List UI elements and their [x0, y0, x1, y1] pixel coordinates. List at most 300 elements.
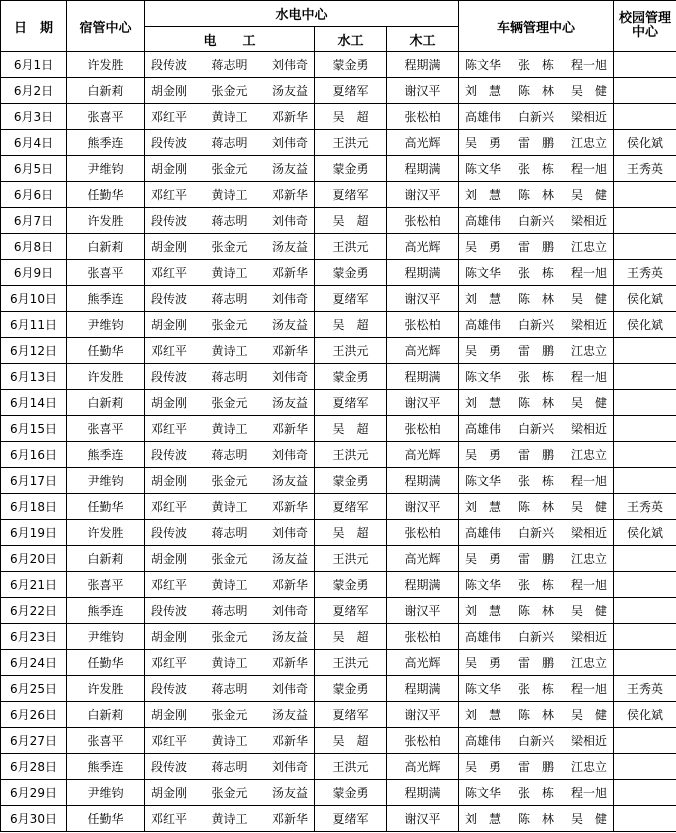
campus-cell: 侯化斌 — [614, 130, 676, 156]
vehicle-cell — [459, 676, 614, 702]
person-name: 江忠立 — [570, 656, 607, 670]
person-name: 段传波 — [151, 58, 188, 72]
electrician-cell — [145, 234, 315, 260]
person-name: 黄诗工 — [211, 344, 248, 358]
person-name: 胡金刚 — [151, 474, 188, 488]
vehicle-cell — [459, 780, 614, 806]
date-cell: 6月18日 — [1, 494, 67, 520]
table-row — [1, 546, 676, 572]
dorm-cell: 尹维钧 — [67, 156, 145, 182]
plumber-cell: 蒙金勇 — [315, 572, 387, 598]
person-name: 梁相近 — [570, 422, 607, 436]
electrician-cell — [145, 52, 315, 78]
campus-cell: 侯化斌 — [614, 312, 676, 338]
person-name: 程一旭 — [570, 786, 607, 800]
electrician-cell — [145, 676, 315, 702]
person-name: 程一旭 — [570, 578, 607, 592]
person-name: 雷 鹏 — [517, 448, 554, 462]
dorm-cell: 白新莉 — [67, 546, 145, 572]
table-row — [1, 286, 676, 312]
table-row — [1, 442, 676, 468]
person-name: 张 栋 — [517, 370, 554, 384]
campus-cell — [614, 104, 676, 130]
electrician-cell — [145, 286, 315, 312]
person-name: 程一旭 — [570, 162, 607, 176]
person-name: 陈文华 — [465, 578, 502, 592]
date-cell: 6月22日 — [1, 598, 67, 624]
date-cell: 6月27日 — [1, 728, 67, 754]
dorm-cell: 白新莉 — [67, 234, 145, 260]
electrician-cell — [145, 104, 315, 130]
person-name: 汤友益 — [271, 552, 308, 566]
person-name: 吴 勇 — [465, 344, 502, 358]
electrician-cell — [145, 754, 315, 780]
person-name: 邓新华 — [271, 500, 308, 514]
carpenter-cell: 谢汉平 — [387, 702, 459, 728]
person-name: 黄诗工 — [211, 266, 248, 280]
plumber-cell: 王洪元 — [315, 650, 387, 676]
carpenter-cell: 张松柏 — [387, 416, 459, 442]
electrician-cell — [145, 780, 315, 806]
campus-cell — [614, 208, 676, 234]
electrician-cell — [145, 130, 315, 156]
person-name: 雷 鹏 — [517, 760, 554, 774]
person-name: 段传波 — [151, 292, 188, 306]
person-name: 蒋志明 — [211, 58, 248, 72]
person-name: 段传波 — [151, 682, 188, 696]
table-row — [1, 494, 676, 520]
person-name: 黄诗工 — [211, 734, 248, 748]
campus-cell — [614, 234, 676, 260]
vehicle-cell — [459, 52, 614, 78]
person-name: 梁相近 — [570, 734, 607, 748]
table-row — [1, 572, 676, 598]
carpenter-cell: 谢汉平 — [387, 182, 459, 208]
campus-cell — [614, 52, 676, 78]
vehicle-cell — [459, 416, 614, 442]
campus-cell — [614, 182, 676, 208]
table-row — [1, 806, 676, 832]
person-name: 段传波 — [151, 214, 188, 228]
plumber-cell: 王洪元 — [315, 546, 387, 572]
person-name: 吴 勇 — [465, 656, 502, 670]
table-row — [1, 104, 676, 130]
table-row — [1, 338, 676, 364]
person-name: 张 栋 — [517, 474, 554, 488]
person-name: 蒋志明 — [211, 136, 248, 150]
date-cell: 6月2日 — [1, 78, 67, 104]
person-name: 雷 鹏 — [517, 344, 554, 358]
carpenter-cell: 高光辉 — [387, 234, 459, 260]
date-cell: 6月4日 — [1, 130, 67, 156]
person-name: 胡金刚 — [151, 552, 188, 566]
dorm-cell: 白新莉 — [67, 390, 145, 416]
dorm-cell: 尹维钧 — [67, 468, 145, 494]
campus-cell: 侯化斌 — [614, 702, 676, 728]
vehicle-cell — [459, 78, 614, 104]
person-name: 张金元 — [211, 396, 248, 410]
person-name: 雷 鹏 — [517, 240, 554, 254]
carpenter-cell: 谢汉平 — [387, 598, 459, 624]
vehicle-cell — [459, 494, 614, 520]
person-name: 雷 鹏 — [517, 552, 554, 566]
date-cell: 6月9日 — [1, 260, 67, 286]
table-row — [1, 312, 676, 338]
vehicle-cell — [459, 208, 614, 234]
vehicle-cell — [459, 364, 614, 390]
vehicle-cell — [459, 260, 614, 286]
table-row — [1, 624, 676, 650]
dorm-cell: 张喜平 — [67, 728, 145, 754]
dorm-cell: 张喜平 — [67, 260, 145, 286]
date-cell: 6月23日 — [1, 624, 67, 650]
person-name: 汤友益 — [271, 786, 308, 800]
person-name: 邓新华 — [271, 110, 308, 124]
person-name: 陈 林 — [517, 396, 554, 410]
vehicle-cell — [459, 286, 614, 312]
person-name: 黄诗工 — [211, 422, 248, 436]
dorm-cell: 许发胜 — [67, 208, 145, 234]
dorm-cell: 任勤华 — [67, 182, 145, 208]
plumber-cell: 王洪元 — [315, 234, 387, 260]
carpenter-cell: 张松柏 — [387, 208, 459, 234]
plumber-cell: 蒙金勇 — [315, 52, 387, 78]
person-name: 高雄伟 — [465, 318, 502, 332]
table-row — [1, 728, 676, 754]
person-name: 张金元 — [211, 84, 248, 98]
electrician-cell — [145, 78, 315, 104]
dorm-cell: 熊季连 — [67, 598, 145, 624]
person-name: 邓新华 — [271, 812, 308, 826]
person-name: 邓新华 — [271, 422, 308, 436]
carpenter-cell: 张松柏 — [387, 728, 459, 754]
date-cell: 6月11日 — [1, 312, 67, 338]
person-name: 胡金刚 — [151, 84, 188, 98]
person-name: 张 栋 — [517, 162, 554, 176]
person-name: 汤友益 — [271, 162, 308, 176]
person-name: 白新兴 — [517, 110, 554, 124]
electrician-cell — [145, 468, 315, 494]
table-row — [1, 52, 676, 78]
person-name: 陈文华 — [465, 58, 502, 72]
person-name: 江忠立 — [570, 136, 607, 150]
dorm-cell: 张喜平 — [67, 104, 145, 130]
campus-cell — [614, 78, 676, 104]
person-name: 蒋志明 — [211, 214, 248, 228]
electrician-cell — [145, 702, 315, 728]
carpenter-cell: 高光辉 — [387, 442, 459, 468]
header-electrician: 电 工 — [145, 27, 315, 52]
plumber-cell: 夏绪军 — [315, 390, 387, 416]
electrician-cell — [145, 598, 315, 624]
person-name: 吴 健 — [570, 812, 607, 826]
person-name: 汤友益 — [271, 84, 308, 98]
person-name: 白新兴 — [517, 318, 554, 332]
plumber-cell: 王洪元 — [315, 338, 387, 364]
electrician-cell — [145, 572, 315, 598]
plumber-cell: 蒙金勇 — [315, 468, 387, 494]
person-name: 陈 林 — [517, 292, 554, 306]
electrician-cell — [145, 546, 315, 572]
person-name: 汤友益 — [271, 240, 308, 254]
person-name: 陈文华 — [465, 266, 502, 280]
person-name: 邓红平 — [151, 578, 188, 592]
person-name: 邓红平 — [151, 266, 188, 280]
dorm-cell: 许发胜 — [67, 52, 145, 78]
person-name: 蒋志明 — [211, 292, 248, 306]
date-cell: 6月28日 — [1, 754, 67, 780]
campus-cell — [614, 754, 676, 780]
header-date: 日 期 — [1, 1, 67, 52]
carpenter-cell: 程期满 — [387, 260, 459, 286]
date-cell: 6月20日 — [1, 546, 67, 572]
electrician-cell — [145, 650, 315, 676]
person-name: 刘 慧 — [465, 500, 502, 514]
vehicle-cell — [459, 650, 614, 676]
person-name: 邓红平 — [151, 656, 188, 670]
date-cell: 6月19日 — [1, 520, 67, 546]
vehicle-cell — [459, 442, 614, 468]
person-name: 刘伟奇 — [271, 448, 308, 462]
carpenter-cell: 高光辉 — [387, 338, 459, 364]
person-name: 张金元 — [211, 630, 248, 644]
electrician-cell — [145, 338, 315, 364]
schedule-body — [1, 52, 676, 832]
campus-cell: 王秀英 — [614, 676, 676, 702]
vehicle-cell — [459, 234, 614, 260]
date-cell: 6月24日 — [1, 650, 67, 676]
dorm-cell: 白新莉 — [67, 702, 145, 728]
person-name: 程一旭 — [570, 58, 607, 72]
vehicle-cell — [459, 520, 614, 546]
person-name: 邓红平 — [151, 188, 188, 202]
vehicle-cell — [459, 598, 614, 624]
header-dorm-center: 宿管中心 — [67, 1, 145, 52]
dorm-cell: 熊季连 — [67, 130, 145, 156]
campus-cell — [614, 650, 676, 676]
person-name: 邓红平 — [151, 812, 188, 826]
plumber-cell: 夏绪军 — [315, 598, 387, 624]
carpenter-cell: 程期满 — [387, 780, 459, 806]
plumber-cell: 蒙金勇 — [315, 676, 387, 702]
electrician-cell — [145, 520, 315, 546]
person-name: 陈 林 — [517, 604, 554, 618]
date-cell: 6月1日 — [1, 52, 67, 78]
person-name: 陈文华 — [465, 474, 502, 488]
person-name: 张 栋 — [517, 578, 554, 592]
plumber-cell: 吴 超 — [315, 728, 387, 754]
person-name: 张 栋 — [517, 786, 554, 800]
person-name: 张金元 — [211, 708, 248, 722]
date-cell: 6月14日 — [1, 390, 67, 416]
date-cell: 6月16日 — [1, 442, 67, 468]
carpenter-cell: 高光辉 — [387, 754, 459, 780]
vehicle-cell — [459, 156, 614, 182]
person-name: 邓新华 — [271, 266, 308, 280]
campus-cell — [614, 728, 676, 754]
person-name: 邓红平 — [151, 110, 188, 124]
carpenter-cell: 谢汉平 — [387, 78, 459, 104]
person-name: 黄诗工 — [211, 656, 248, 670]
person-name: 江忠立 — [570, 240, 607, 254]
campus-cell: 侯化斌 — [614, 520, 676, 546]
carpenter-cell: 谢汉平 — [387, 286, 459, 312]
person-name: 陈文华 — [465, 162, 502, 176]
dorm-cell: 任勤华 — [67, 650, 145, 676]
dorm-cell: 熊季连 — [67, 442, 145, 468]
carpenter-cell: 高光辉 — [387, 130, 459, 156]
date-cell: 6月6日 — [1, 182, 67, 208]
electrician-cell — [145, 494, 315, 520]
dorm-cell: 熊季连 — [67, 286, 145, 312]
carpenter-cell: 程期满 — [387, 676, 459, 702]
person-name: 蒋志明 — [211, 682, 248, 696]
plumber-cell: 吴 超 — [315, 312, 387, 338]
person-name: 陈文华 — [465, 682, 502, 696]
vehicle-cell — [459, 130, 614, 156]
table-row — [1, 780, 676, 806]
person-name: 段传波 — [151, 526, 188, 540]
date-cell: 6月30日 — [1, 806, 67, 832]
table-row — [1, 468, 676, 494]
vehicle-cell — [459, 338, 614, 364]
person-name: 胡金刚 — [151, 396, 188, 410]
person-name: 胡金刚 — [151, 318, 188, 332]
person-name: 汤友益 — [271, 318, 308, 332]
person-name: 张 栋 — [517, 58, 554, 72]
vehicle-cell — [459, 754, 614, 780]
vehicle-cell — [459, 702, 614, 728]
person-name: 张 栋 — [517, 682, 554, 696]
person-name: 邓新华 — [271, 188, 308, 202]
campus-cell — [614, 546, 676, 572]
person-name: 张金元 — [211, 318, 248, 332]
campus-cell — [614, 468, 676, 494]
person-name: 刘伟奇 — [271, 604, 308, 618]
header-campus-line2: 中心 — [631, 25, 658, 40]
plumber-cell: 夏绪军 — [315, 78, 387, 104]
campus-cell — [614, 364, 676, 390]
date-cell: 6月26日 — [1, 702, 67, 728]
header-vehicle-center: 车辆管理中心 — [459, 1, 614, 52]
person-name: 刘伟奇 — [271, 214, 308, 228]
person-name: 陈文华 — [465, 786, 502, 800]
person-name: 汤友益 — [271, 474, 308, 488]
person-name: 高雄伟 — [465, 110, 502, 124]
vehicle-cell — [459, 546, 614, 572]
dorm-cell: 许发胜 — [67, 364, 145, 390]
electrician-cell — [145, 390, 315, 416]
campus-cell: 侯化斌 — [614, 286, 676, 312]
date-cell: 6月7日 — [1, 208, 67, 234]
date-cell: 6月29日 — [1, 780, 67, 806]
carpenter-cell: 高光辉 — [387, 650, 459, 676]
person-name: 蒋志明 — [211, 604, 248, 618]
person-name: 刘 慧 — [465, 708, 502, 722]
person-name: 陈文华 — [465, 370, 502, 384]
campus-cell: 王秀英 — [614, 494, 676, 520]
table-row — [1, 390, 676, 416]
person-name: 程一旭 — [570, 370, 607, 384]
date-cell: 6月3日 — [1, 104, 67, 130]
person-name: 白新兴 — [517, 734, 554, 748]
table-row — [1, 156, 676, 182]
table-row — [1, 754, 676, 780]
header-campus-center — [614, 1, 676, 52]
person-name: 刘 慧 — [465, 396, 502, 410]
person-name: 刘伟奇 — [271, 682, 308, 696]
table-row — [1, 234, 676, 260]
campus-cell — [614, 806, 676, 832]
person-name: 刘伟奇 — [271, 292, 308, 306]
person-name: 吴 勇 — [465, 136, 502, 150]
table-row — [1, 650, 676, 676]
header-campus-line1: 校园管理 — [618, 11, 671, 26]
date-cell: 6月5日 — [1, 156, 67, 182]
dorm-cell: 许发胜 — [67, 520, 145, 546]
person-name: 梁相近 — [570, 630, 607, 644]
carpenter-cell: 张松柏 — [387, 624, 459, 650]
electrician-cell — [145, 624, 315, 650]
person-name: 张金元 — [211, 474, 248, 488]
carpenter-cell: 谢汉平 — [387, 806, 459, 832]
person-name: 刘 慧 — [465, 812, 502, 826]
table-row — [1, 130, 676, 156]
campus-cell — [614, 338, 676, 364]
campus-cell: 王秀英 — [614, 156, 676, 182]
plumber-cell: 吴 超 — [315, 624, 387, 650]
person-name: 汤友益 — [271, 630, 308, 644]
person-name: 吴 健 — [570, 500, 607, 514]
person-name: 汤友益 — [271, 396, 308, 410]
person-name: 高雄伟 — [465, 214, 502, 228]
carpenter-cell: 张松柏 — [387, 312, 459, 338]
person-name: 段传波 — [151, 370, 188, 384]
plumber-cell: 王洪元 — [315, 754, 387, 780]
dorm-cell: 张喜平 — [67, 572, 145, 598]
person-name: 江忠立 — [570, 448, 607, 462]
dorm-cell: 许发胜 — [67, 676, 145, 702]
vehicle-cell — [459, 624, 614, 650]
person-name: 白新兴 — [517, 526, 554, 540]
header-row-1 — [1, 1, 676, 27]
carpenter-cell: 程期满 — [387, 156, 459, 182]
table-row — [1, 260, 676, 286]
person-name: 高雄伟 — [465, 630, 502, 644]
vehicle-cell — [459, 104, 614, 130]
person-name: 段传波 — [151, 604, 188, 618]
person-name: 胡金刚 — [151, 162, 188, 176]
electrician-cell — [145, 208, 315, 234]
person-name: 陈 林 — [517, 500, 554, 514]
electrician-cell — [145, 156, 315, 182]
person-name: 蒋志明 — [211, 370, 248, 384]
electrician-cell — [145, 442, 315, 468]
dorm-cell: 尹维钧 — [67, 780, 145, 806]
person-name: 刘 慧 — [465, 604, 502, 618]
electrician-cell — [145, 416, 315, 442]
person-name: 江忠立 — [570, 552, 607, 566]
date-cell: 6月10日 — [1, 286, 67, 312]
person-name: 黄诗工 — [211, 500, 248, 514]
person-name: 刘伟奇 — [271, 760, 308, 774]
person-name: 吴 健 — [570, 188, 607, 202]
plumber-cell: 夏绪军 — [315, 806, 387, 832]
carpenter-cell: 程期满 — [387, 364, 459, 390]
person-name: 胡金刚 — [151, 630, 188, 644]
person-name: 蒋志明 — [211, 448, 248, 462]
person-name: 邓红平 — [151, 422, 188, 436]
